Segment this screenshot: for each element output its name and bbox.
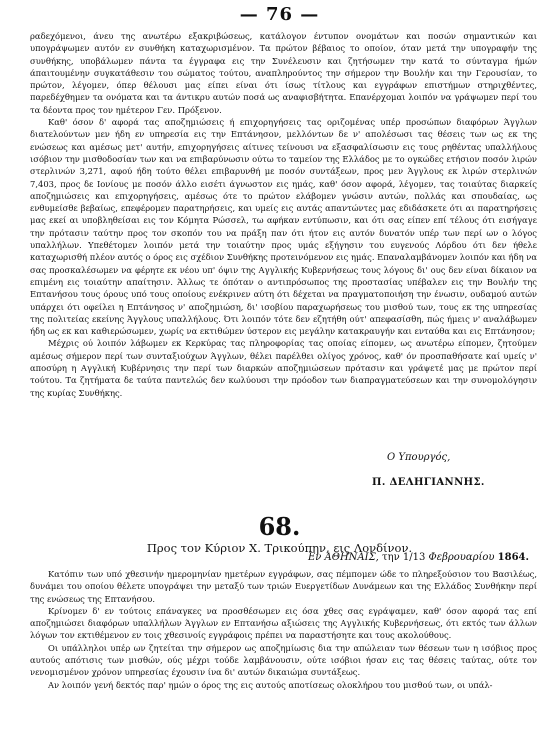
date-month: Φεβρουαρίου <box>428 552 495 563</box>
date-day: 1/13 <box>402 552 426 563</box>
letter-body <box>30 568 537 691</box>
paragraph: ραδεχόμενοι, άνευ της ανωτέρω εξακριβώσεως, κατάλογον έντυπον ονομάτων και ποσών σημαντικών και υπογράψωμεν αυτόν εν συνθήκη καταχωρισμένον. Τα πρώτον βέβαιος το οποίον, όταν μετά την υπογραφήν της συνθήκης, υποβάλωμεν πάντα τα έγγραφα εις την Συνέλευσιν και ζητήσωμεν την κατά το σύνταγμα ήμών άπαιτουμένην συγκατάθεσιν του σώματος τούτου, αναπληρούντος την σήμερον την Βουλήν και την Γερουσίαν, το πρώτον, λέγομεν, όπερ θέλουσι μας είπει είναι ότι ίσως τίτλους και εγγράφων επιστήμων στηριχθέντες, παρεδέχθημεν τα ονόματα και τα άντικρυ αυτών ποσά ως αναφισβήτητα. Επανέρχομαι λοιπόν να γράψωμεν περί του τα δέοντα προς τον ημέτερον Γεν. Πρόξενον. <box>30 31 537 115</box>
paragraph: Μέχρις ού λοιπόν λάβωμεν εκ Κερκύρας τας πληροφορίας τας οποίας είπομεν, ως ανωτέρω είπομεν, ζητούμεν αμέσως σήμερον περί των συνταξιούχων Άγγλων, θέλει παρέλθει ολίγος χρόνος, καθ' όν προσπαθήσατε καί υμείς ν' αποσύρη η Αγγλική Κυβέρνησις την περί των διαρκών αποζημιώσεων πρότασιν και γράψετέ μας με πρώτον περί τούτου. Τα ζητήματα δε ταύτα παντελώς δεν κωλύουσι την πρόοδον των διαπραγματεύσεων και την συνομολόγησιν της κυρίας Συνθήκης. <box>30 338 537 398</box>
document-heading: Προς τον Κύριον Χ. Τρικούπην, εις Λονδίνον. <box>146 541 413 555</box>
previous-letter-body <box>30 30 537 399</box>
place: Εν ΑΘΗΝΑΙΣ, <box>307 552 379 563</box>
paragraph: Κατόπιν των υπό χθεσινήν ημερομηνίαν ημετέρων εγγράφων, σας πέμπομεν ώδε το πληρεξούσιον του Βασιλέως, δυνάμει του οποίου θέλετε υπογράψει την μεταξύ των τριών Ευεργετίδων Δυνάμεων και της Ελλάδος Συνθήκην περί της ενώσεως της Επτανήσου. <box>30 569 537 604</box>
document-number: 68. <box>258 512 301 541</box>
paragraph: Κρίνομεν δ' εν τούτοις επάναγκες να προσθέσωμεν εις όσα χθες σας εγράψαμεν, καθ' όσον αφορά τας επί αποζημιώσει διαφόρων υπαλλήλων Άγγλων εν Επτανήσω αξιώσεις της Αγγλικής Κυβερνήσεως, ότι εκτός των άλλων λόγων τον εκτιθέμενον εν τοις χθεσινοίς εγγράφοις πρέπει να παραστήσητε και τους ακολούθους. <box>30 605 537 641</box>
date-prefix: την <box>382 552 400 563</box>
paragraph: Αν λοιπόν γενή δεκτός παρ' ημών ο όρος της εις αυτούς αποτίσεως ολοκλήρου του μισθού των, οι υπάλ- <box>48 679 493 690</box>
page-number: — 76 — <box>239 4 320 25</box>
date-year: 1864. <box>497 552 529 563</box>
signature-name: Π. ΔΕΛΗΓΙΑΝΝΗΣ. <box>372 477 485 488</box>
signature-title: Ο Υπουργός, <box>387 452 451 463</box>
paragraph: Καθ' όσον δ' αφορά τας αποζημιώσεις ή επιχορηγήσεις τας οριζομένας υπέρ προσώπων διαφόρων Άγγλων διατελούντων μεν ήδη εν υπηρεσία εις την Επτάνησον, μελλόντων δε ν' απολέσωσι τας θέσεις των ως εκ της ενώσεως και αμέσως μετ' αυτήν, επιχορηγήσεις αίτινες τείνουσι να εξασφαλίσωσιν εις τους ρηθέντας υπαλλήλους ισόβιον την μισθοδοσίαν των και να επιβαρύνωσιν ούτω το ταμείον της Ελλάδος με το ογκώδες ετήσιον ποσόν λιρών στερλινών 3,271, αφού ήδη τούτο θέλει επιβαρυνθή με ποσόν συντάξεων, προς μεν Άγγλους εκ λιρών στερλινών 7,403, προς δε Ιονίους με ποσόν άλλο εισέτι άγνωστον εις ημάς, καθ' όσον αφορά, λέγομεν, τας τοιαύτας διαρκείς αποζημιώσεις και επιχορηγήσεις, αμέσως ότε το πρώτον ελάβομεν γνώσιν αυτών, πολλάς και σπουδαίας, ως ενθυμείσθε βεβαίως, επεφέρομεν παρατηρήσεις, και υμείς εις αυτάς απαντώντες μας εδιδάσκετε ότι αι παρατηρήσεις μας εκεί αι υποβληθείσαι εις τον Κόμητα Ρώσσελ, τω αφήκαν εντύπωσιν, και ότι σας είπεν επί τέλους ότι εισήγαγε την πρότασιν ταύτην προς τον σκοπόν του να πράξη παν ότι ήτον εις αυτόν δυνατόν υπέρ των περί ων ο λόγος υπαλλήλων. Υπεθέτομεν λοιπόν μετά την τοιαύτην προς υμάς εξήγησιν του ευγενούς Λόρδου ότι δεν ήθελε καταχωρισθή πλέον αυτός ο όρος εις σχέδιον Συνθήκης προτεινόμενον εις ημάς. Επαναλαμβάνομεν λοιπόν και ήδη να σας προσκαλέσωμεν να φέρητε εκ νέου υπ' όψιν της Αγγλικής Κυβερνήσεως τους λόγους δι' ους δεν είναι δίκαιον να επιμένη εις τοιαύτην απαίτησιν. Άλλως τε όπόταν ο αντιπρόσωπος της προστασίας υπέβαλεν εις την Βουλήν της Επτανήσου τους όρους υπό τους οποίους ενέκρινεν αύτη ότι δέχεται να πραγματοποιήση την ένωσιν, ουδαμού αυτών υπάρχει ότι οφείλει η Επτάνησος ν' αποζημιώση, δι' ισοβίου παραχωρήσεως του μισθού των, τους εκ της υπηρεσίας της πολιτείας εκείνης Άγγλους υπαλλήλους. Ότι λοιπόν τότε δεν εζητήθη ούτ' απεφασίσθη, πώς ήμεις ν' αναλάβωμεν ήδη ως εκ και καθιερώσωμεν, χωρίς να εκτιθώμεν ύστερον εις μεγάλην κατακραυγήν και ενταύθα και εις Επτάνησον; <box>30 117 537 337</box>
place-date-line <box>308 552 529 563</box>
paragraph: Οι υπάλληλοι υπέρ ων ζητείται την σήμερον ως αποζημίωσις δια την απώλειαν των θέσεων των η ισόβιος προς αυτούς απότισις των μισθών, ούς μέχρι τούδε λαμβάνουσιν, ούτε ισόβιοι ήσαν εις τας θέσεις ταύτας, ούτε τον νενομισμένον χρόνον υπηρεσίας έχουσιν ίνα δι' αυτών δικαιώμα συντάξεως. <box>30 642 537 678</box>
